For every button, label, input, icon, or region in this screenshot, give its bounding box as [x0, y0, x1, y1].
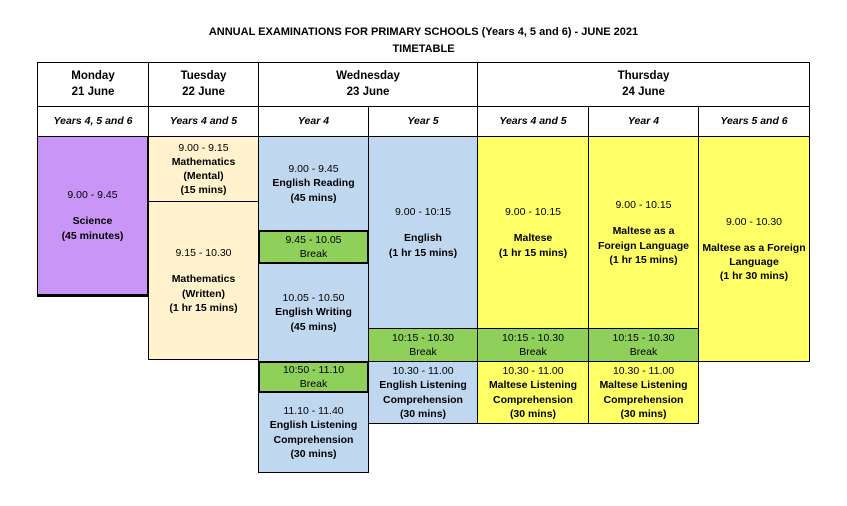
- exam-duration: (30 mins): [290, 447, 337, 460]
- exam-duration: (1 hr 15 mins): [609, 253, 678, 266]
- break-wednesday-y4-2: [258, 361, 369, 393]
- exam-wednesday-y5-listening: [368, 361, 478, 424]
- exam-subject-detail: Comprehension: [493, 393, 573, 406]
- exam-time: 9.00 - 9.45: [288, 163, 339, 176]
- year-header-monday: Years 4, 5 and 6: [37, 106, 149, 137]
- break-time: 10:15 - 10.30: [612, 331, 675, 344]
- exam-subject: English Reading: [272, 177, 355, 190]
- day-header-tuesday: [148, 62, 259, 107]
- exam-time: 11.10 - 11.40: [283, 405, 344, 418]
- year-header-tuesday: Years 4 and 5: [148, 106, 259, 137]
- year-header-thursday-y45: Years 4 and 5: [477, 106, 589, 137]
- day-date: 24 June: [622, 85, 665, 98]
- exam-duration: (30 mins): [509, 407, 557, 420]
- exam-wednesday-y4-writing: [258, 263, 369, 362]
- break-wednesday-y5: [368, 328, 478, 362]
- exam-subject: English Listening: [269, 419, 358, 432]
- exam-time: 10.30 - 11.00: [612, 365, 675, 378]
- year-header-thursday-y4: Year 4: [588, 106, 699, 137]
- exam-duration: (15 mins): [180, 184, 227, 197]
- timetable-subtitle: TIMETABLE: [392, 43, 455, 55]
- day-name: Wednesday: [336, 69, 400, 82]
- exam-duration: (1 hr 30 mins): [719, 270, 789, 283]
- exam-duration: (1 hr 15 mins): [169, 301, 238, 314]
- exam-duration: (30 mins): [399, 407, 447, 420]
- exam-time: 9.00 - 9.45: [67, 189, 118, 202]
- exam-thursday-y4-listening: [588, 361, 699, 424]
- exam-tuesday-mental: [148, 136, 259, 202]
- exam-subject: English Writing: [275, 306, 352, 319]
- exam-subject: Mathematics: [171, 273, 236, 286]
- exam-duration: (30 mins): [620, 407, 667, 420]
- break-thursday-y45: [477, 328, 589, 362]
- exam-subject-detail: Language: [729, 256, 779, 268]
- exam-thursday-y45-listening: [477, 361, 589, 424]
- day-header-thursday: [477, 62, 810, 107]
- exam-subject: Science: [72, 215, 113, 228]
- exam-subject: Maltese as a Foreign: [702, 241, 806, 254]
- break-time: 10:15 - 10.30: [502, 331, 564, 344]
- exam-thursday-y45-maltese: [477, 136, 589, 329]
- exam-subject: Maltese Listening: [599, 379, 688, 392]
- break-time: 10:50 - 11.10: [282, 363, 345, 376]
- break-label: Break: [299, 248, 328, 260]
- exam-time: 9.00 - 10:15: [394, 206, 452, 219]
- year-header-wednesday-y4: Year 4: [258, 106, 369, 137]
- day-name: Tuesday: [180, 69, 227, 82]
- day-header-wednesday: [258, 62, 478, 107]
- exam-time: 9.00 - 10.15: [615, 199, 672, 212]
- exam-wednesday-y4-listening: [258, 392, 369, 473]
- exam-subject: Maltese Listening: [488, 379, 578, 392]
- exam-subject-detail: (Written): [182, 287, 225, 300]
- exam-subject-detail: (Mental): [183, 170, 224, 182]
- exam-time: 9.00 - 10.15: [504, 206, 562, 219]
- exam-subject: Mathematics: [171, 155, 236, 168]
- exam-time: 10.05 - 10.50: [282, 292, 345, 305]
- day-date: 21 June: [71, 85, 115, 98]
- year-header-thursday-y56: Years 5 and 6: [698, 106, 810, 137]
- exam-subject-detail: Comprehension: [603, 393, 684, 406]
- day-name: Monday: [71, 69, 115, 82]
- exam-thursday-y56-maltese-foreign: [698, 136, 810, 362]
- exam-time: 10.30 - 11.00: [392, 365, 454, 378]
- timetable-title: ANNUAL EXAMINATIONS FOR PRIMARY SCHOOLS (Years 4, 5 and 6) - JUNE 2021: [208, 26, 639, 38]
- exam-wednesday-y4-reading: [258, 136, 369, 231]
- break-time: 10:15 - 10.30: [392, 331, 454, 344]
- exam-subject: English Listening: [379, 379, 467, 392]
- day-header-monday: [37, 62, 149, 107]
- exam-tuesday-written: [148, 201, 259, 360]
- exam-duration: (45 mins): [290, 191, 337, 204]
- break-wednesday-y4-1: [258, 230, 369, 264]
- break-time: 9.45 - 10.05: [285, 233, 342, 246]
- break-label: Break: [629, 346, 658, 358]
- exam-wednesday-y5-english: [368, 136, 478, 329]
- break-label: Break: [519, 346, 547, 358]
- exam-duration: (1 hr 15 mins): [498, 246, 568, 259]
- day-name: Thursday: [617, 69, 670, 82]
- exam-time: 9.00 - 9.15: [178, 141, 229, 154]
- exam-time: 9.15 - 10.30: [175, 247, 232, 260]
- exam-duration: (45 mins): [290, 320, 337, 333]
- exam-thursday-y4-maltese-foreign: [588, 136, 699, 329]
- exam-subject: Maltese as a: [612, 225, 675, 238]
- day-date: 23 June: [346, 85, 390, 98]
- exam-subject-detail: Comprehension: [383, 393, 463, 406]
- exam-duration: (1 hr 15 mins): [388, 246, 458, 259]
- exam-subject: Maltese: [513, 232, 553, 245]
- exam-subject-detail: Foreign Language: [597, 239, 689, 252]
- exam-time: 9.00 - 10.30: [725, 215, 783, 228]
- exam-subject-detail: Comprehension: [273, 433, 354, 446]
- day-date: 22 June: [182, 85, 225, 98]
- exam-monday-science: [37, 136, 150, 297]
- break-thursday-y4: [588, 328, 699, 362]
- exam-time: 10.30 - 11.00: [502, 365, 564, 378]
- exam-duration: (45 minutes): [61, 229, 124, 242]
- break-label: Break: [299, 378, 328, 390]
- exam-subject: English: [404, 232, 442, 245]
- year-header-wednesday-y5: Year 5: [368, 106, 478, 137]
- break-label: Break: [409, 346, 437, 358]
